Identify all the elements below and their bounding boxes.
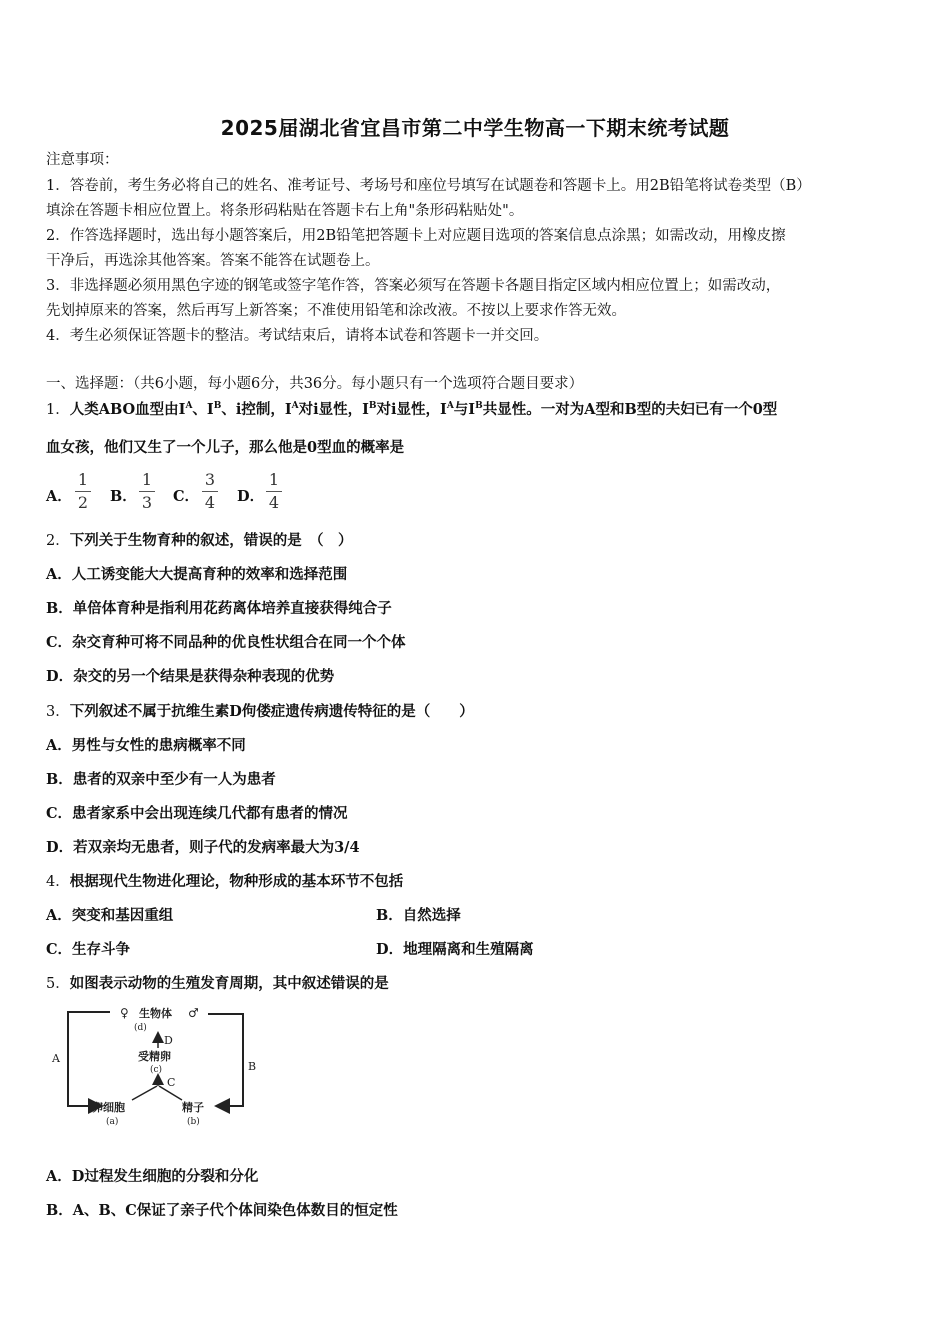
question-3-stem (46, 702, 474, 722)
b-paren: (b) (187, 1117, 200, 1127)
question-2-stem (46, 531, 352, 551)
arrow-b-path (208, 1014, 243, 1106)
denominator: 4 (204, 493, 216, 512)
fraction-bar (75, 491, 91, 492)
q3-option-d: D．若双亲均无患者，则子代的发病率最大为3/4 (46, 839, 360, 856)
numerator: 3 (204, 470, 216, 489)
q5-option-a: A．D过程发生细胞的分裂和分化 (46, 1168, 259, 1185)
notice-line: 填涂在答题卡相应位置上。将条形码粘贴在答题卡右上角"条形码粘贴处"。 (46, 203, 524, 219)
q1-sup: B (475, 401, 483, 412)
notice-line: 3．非选择题必须用黑色字迹的钢笔或签字笔作答，答案必须写在答题卡各题目指定区域内相应位置上；如需改动， (46, 278, 781, 294)
q4-text: 根据现代生物进化理论，物种形成的基本环节不包括 (69, 873, 404, 890)
d-paren: (d) (134, 1023, 147, 1033)
female-symbol: ♀ (120, 1006, 129, 1020)
notice-line: 干净后，再选涂其他答案。答案不能答在试题卷上。 (46, 253, 380, 269)
q1-sup: A (446, 401, 454, 412)
q4-option-d: D．地理隔离和生殖隔离 (376, 941, 534, 958)
q1-option-d-fraction (263, 470, 285, 513)
q2-option-a: A．人工诱变能大大提高育种的效率和选择范围 (46, 566, 348, 583)
organism-label: 生物体 (139, 1007, 172, 1020)
sperm-label: 精子 (182, 1101, 204, 1114)
fraction-bar (202, 491, 218, 492)
denominator: 2 (77, 493, 89, 512)
question-number: 1． (46, 402, 70, 418)
q2-option-b: B．单倍体育种是指利用花药离体培养直接获得纯合子 (46, 600, 392, 617)
section-heading: 一、选择题：（共6小题，每小题6分，共36分。每小题只有一个选项符合题目要求） (46, 376, 584, 392)
fraction-bar (139, 491, 155, 492)
a-paren: (a) (106, 1117, 119, 1127)
numerator: 1 (77, 470, 89, 489)
arrow-c-left (132, 1086, 157, 1100)
q1-option-a-label: A． (46, 488, 72, 505)
q1-option-d-label: D． (237, 488, 265, 505)
question-number: 3． (46, 704, 70, 720)
zygote-label: 受精卵 (138, 1050, 171, 1063)
denominator: 4 (268, 493, 280, 512)
question-5-stem (46, 974, 389, 994)
numerator: 1 (268, 470, 280, 489)
q1-text: 与I (453, 401, 476, 418)
question-1-stem (46, 400, 777, 420)
denominator: 3 (141, 493, 153, 512)
q1-text: 、i控制，I (221, 401, 292, 418)
q1-option-b-label: B． (110, 488, 137, 505)
q3-option-b: B．患者的双亲中至少有一人为患者 (46, 771, 276, 788)
notice-line: 1．答卷前，考生务必将自己的姓名、准考证号、考场号和座位号填写在试题卷和答题卡上。用2B铅笔将试卷类型（B） (46, 178, 811, 194)
q3-text: 下列叙述不属于抗维生素D佝偻症遗传病遗传特征的是（ ） (69, 703, 474, 720)
q1-option-c-fraction (199, 470, 221, 513)
q1-text: 对i显性，I (376, 401, 447, 418)
egg-label: 卵细胞 (92, 1101, 125, 1114)
q1-sup: B (368, 401, 377, 412)
question-number: 2． (46, 533, 70, 549)
arrow-c-label: C (167, 1076, 176, 1089)
q2-text: 下列关于生物育种的叙述，错误的是 （ ） (69, 532, 353, 549)
male-symbol: ♂ (188, 1006, 199, 1020)
numerator: 1 (141, 470, 153, 489)
arrow-a-label: A (52, 1052, 60, 1065)
fraction-bar (266, 491, 282, 492)
question-4-stem (46, 872, 403, 892)
q2-option-d: D．杂交的另一个结果是获得杂种表现的优势 (46, 668, 335, 685)
q4-option-b: B．自然选择 (376, 907, 461, 924)
notice-line: 4．考生必须保证答题卡的整洁。考试结束后，请将本试卷和答题卡一并交回。 (46, 328, 549, 344)
question-number: 4． (46, 874, 70, 890)
notice-heading: 注意事项： (46, 152, 119, 168)
q4-option-a: A．突变和基因重组 (46, 907, 174, 924)
question-number: 5． (46, 976, 70, 992)
q1-text: 、I (192, 401, 214, 418)
q1-text: 共显性。一对为A型和B型的夫妇已有一个0型 (482, 401, 778, 418)
q1-option-b-fraction (136, 470, 158, 513)
q1-text: 人类ABO血型由I (69, 401, 186, 418)
q3-option-a: A．男性与女性的患病概率不同 (46, 737, 246, 754)
reproduction-cycle-diagram (40, 1000, 280, 1140)
q2-option-c: C．杂交育种可将不同品种的优良性状组合在同一个个体 (46, 634, 406, 651)
q1-sup: B (213, 401, 222, 412)
arrow-d-label: D (164, 1034, 173, 1047)
c-paren: (c) (150, 1065, 163, 1075)
notice-line: 先划掉原来的答案，然后再写上新答案；不准使用铅笔和涂改液。不按以上要求作答无效。 (46, 303, 626, 319)
q1-option-a-fraction (72, 470, 94, 513)
arrow-b-label: B (248, 1060, 257, 1073)
q1-option-c-label: C． (173, 488, 200, 505)
question-1-stem-line2: 血女孩，他们又生了一个儿子，那么他是0型血的概率是 (46, 439, 405, 456)
q4-option-c: C．生存斗争 (46, 941, 131, 958)
q3-option-c: C．患者家系中会出现连续几代都有患者的情况 (46, 805, 348, 822)
q1-text: 对i显性，I (298, 401, 369, 418)
q1-sup: A (291, 401, 299, 412)
arrow-a-path (68, 1012, 110, 1106)
q5-text: 如图表示动物的生殖发育周期，其中叙述错误的是 (69, 975, 389, 992)
q1-sup: A (185, 401, 193, 412)
notice-line: 2．作答选择题时，选出每小题答案后，用2B铅笔把答题卡上对应题目选项的答案信息点涂黑；如需改动，用橡皮擦 (46, 228, 786, 244)
q5-option-b: B．A、B、C保证了亲子代个体间染色体数目的恒定性 (46, 1202, 398, 1219)
exam-title: 2025届湖北省宜昌市第二中学生物高一下期末统考试题 (220, 116, 730, 140)
